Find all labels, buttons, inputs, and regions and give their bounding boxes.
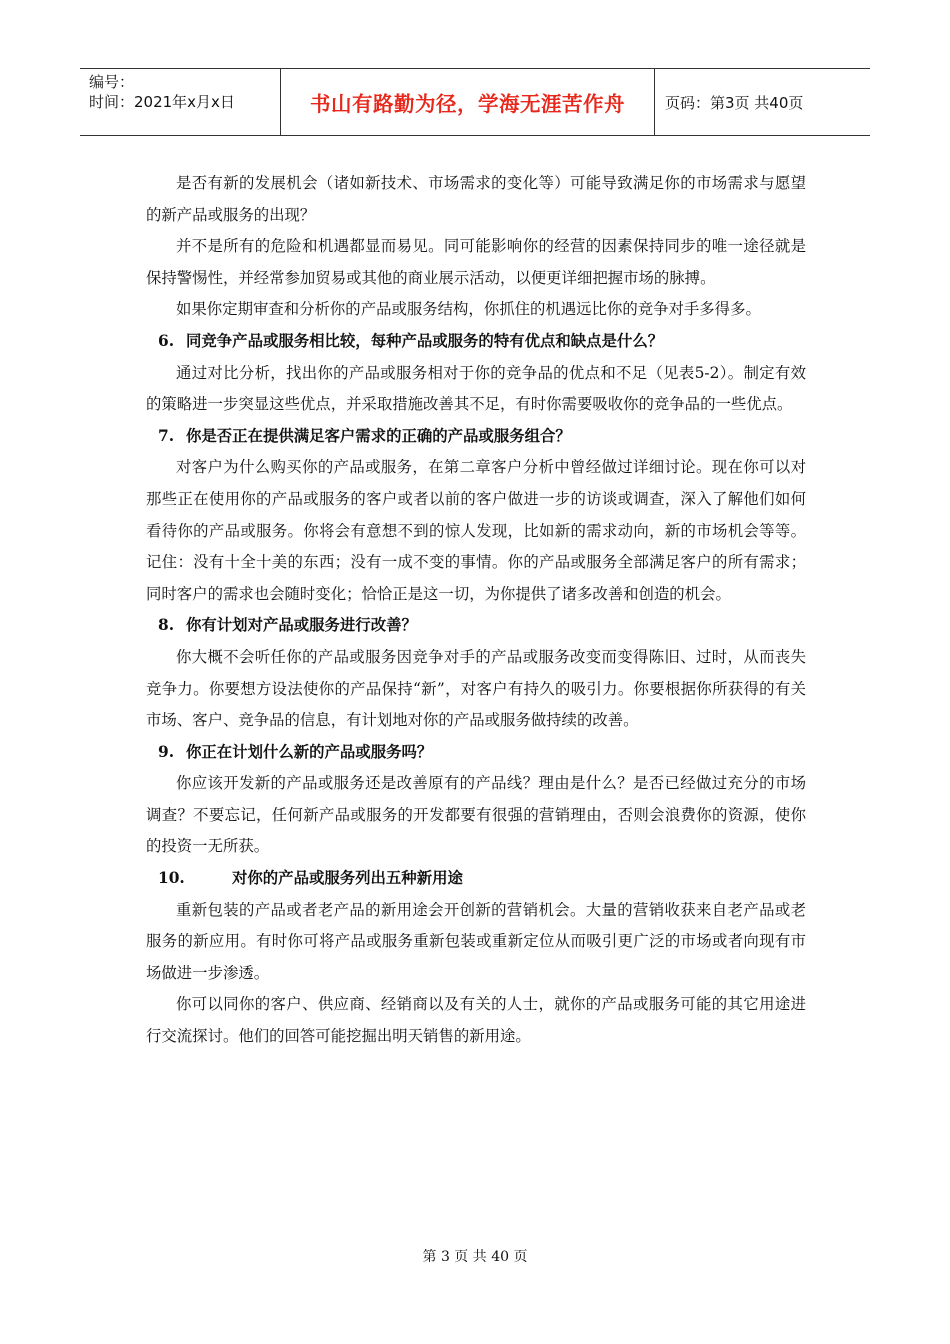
section-heading-10 bbox=[146, 863, 806, 895]
section-number: 9. bbox=[158, 742, 175, 761]
section-heading-7 bbox=[146, 421, 806, 453]
time-label: 时间：2021年x月x日 bbox=[89, 93, 235, 111]
section-number: 7. bbox=[158, 426, 175, 445]
document-body bbox=[146, 168, 806, 1053]
section-title: 你正在计划什么新的产品或服务吗？ bbox=[186, 742, 433, 761]
section-paragraph: 你应该开发新的产品或服务还是改善原有的产品线？理由是什么？是否已经做过充分的市场调查？不要忘记，任何新产品或服务的开发都要有很强的营销理由，否则会浪费你的资源，使你的投资一无所获。 bbox=[146, 774, 806, 856]
section-title: 对你的产品或服务列出五种新用途 bbox=[232, 869, 463, 888]
intro-paragraph: 如果你定期审查和分析你的产品或服务结构，你抓住的机遇远比你的竞争对手多得多。 bbox=[176, 300, 761, 319]
intro-paragraph: 是否有新的发展机会（诸如新技术、市场需求的变化等）可能导致满足你的市场需求与愿望的新产品或服务的出现？ bbox=[146, 174, 806, 224]
intro-paragraph: 并不是所有的危险和机遇都显而易见。同可能影响你的经营的因素保持同步的唯一途径就是保持警惕性，并经常参加贸易或其他的商业展示活动，以便更详细把握市场的脉搏。 bbox=[146, 237, 806, 287]
page-header bbox=[80, 68, 870, 136]
section-heading-6 bbox=[146, 326, 806, 358]
header-page-info: 页码：第3页 共40页 bbox=[665, 93, 804, 112]
page-footer: 第 3 页 共 40 页 bbox=[422, 1249, 528, 1265]
header-meta bbox=[80, 69, 281, 135]
section-title: 同竞争产品或服务相比较，每种产品或服务的特有优点和缺点是什么？ bbox=[186, 331, 664, 350]
section-number: 10. bbox=[158, 869, 185, 888]
section-paragraph: 你大概不会听任你的产品或服务因竞争对手的产品或服务改变而变得陈旧、过时，从而丧失竞争力。你要想方设法使你的产品保持“新”，对客户有持久的吸引力。你要根据你所获得的有关市场、客户、竞争品的信息，有计划地对你的产品或服务做持续的改善。 bbox=[146, 647, 806, 730]
header-motto: 书山有路勤为径，学海无涯苦作舟 bbox=[281, 69, 655, 135]
doc-number-label: 编号： bbox=[89, 73, 135, 91]
section-title: 你有计划对产品或服务进行改善？ bbox=[186, 616, 417, 635]
section-heading-9 bbox=[146, 737, 806, 769]
section-paragraph: 重新包装的产品或者老产品的新用途会开创新的营销机会。大量的营销收获来自老产品或老服务的新应用。有时你可将产品或服务重新包装或重新定位从而吸引更广泛的市场或者向现有市场做进一步渗透。 bbox=[146, 900, 806, 982]
section-paragraph: 对客户为什么购买你的产品或服务，在第二章客户分析中曾经做过详细讨论。现在你可以对那些正在使用你的产品或服务的客户或者以前的客户做进一步的访谈或调查，深入了解他们如何看待你的产品或服务。你将会有意想不到的惊人发现，比如新的需求动向，新的市场机会等等。记住：没有十全十美的东西；没有一成不变的事情。你的产品或服务全部满足客户的所有需求；同时客户的需求也会随时变化；恰恰正是这一切，为你提供了诸多改善和创造的机会。 bbox=[146, 458, 806, 603]
section-number: 8. bbox=[158, 616, 175, 635]
section-paragraph: 你可以同你的客户、供应商、经销商以及有关的人士，就你的产品或服务可能的其它用途进行交流探讨。他们的回答可能挖掘出明天销售的新用途。 bbox=[146, 995, 806, 1046]
section-title: 你是否正在提供满足客户需求的正确的产品或服务组合？ bbox=[186, 426, 571, 445]
section-heading-8 bbox=[146, 610, 806, 642]
section-paragraph: 通过对比分析，找出你的产品或服务相对于你的竞争品的优点和不足（见表5-2）。制定有效的策略进一步突显这些优点，并采取措施改善其不足，有时你需要吸收你的竞争品的一些优点。 bbox=[146, 363, 806, 414]
section-number: 6. bbox=[158, 331, 175, 350]
